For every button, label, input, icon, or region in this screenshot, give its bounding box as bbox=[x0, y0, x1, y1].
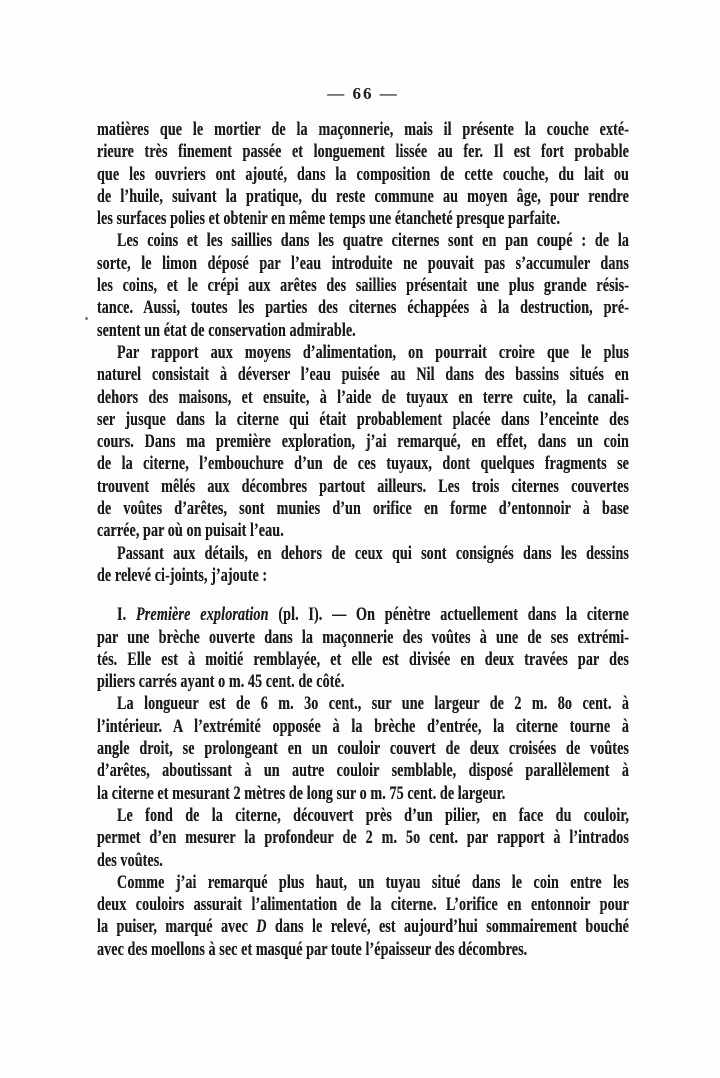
paragraph bbox=[97, 872, 629, 961]
text-line: de l’huile, suivant la pratique, du reste commune au moyen âge, pour rendre bbox=[97, 185, 629, 207]
text-line: d’arêtes, aboutissant à un autre couloir semblable, disposé parallèlement à bbox=[97, 760, 629, 782]
text-line: Par rapport aux moyens d’alimentation, on pourrait croire que le plus bbox=[117, 341, 629, 363]
text-line: matières que le mortier de la maçonnerie, mais il présente la couche exté- bbox=[97, 119, 629, 140]
text-line: Les coins et les saillies dans les quatre citernes sont en pan coupé : de la bbox=[117, 230, 629, 252]
text-line: que les ouvriers ont ajouté, dans la composition de cette couche, du lait ou bbox=[97, 163, 629, 185]
text-line: de voûtes d’arêtes, sont munies d’un orifice en forme d’entonnoir à base bbox=[97, 498, 629, 520]
text-line: des voûtes. bbox=[97, 849, 163, 871]
text-line: les coins, et le crépi aux arêtes des saillies présentait une plus grande résis- bbox=[97, 275, 629, 297]
text-line: Comme j’ai remarqué plus haut, un tuyau situé dans le coin entre les bbox=[117, 871, 629, 893]
paragraph bbox=[97, 693, 629, 804]
text-line: de relevé ci-joints, j’ajoute : bbox=[97, 564, 268, 586]
text-line: naturel consistait à déverser l’eau puisée au Nil dans des bassins situés en bbox=[97, 364, 629, 386]
text-line: Le fond de la citerne, découvert près d’un pilier, en face du couloir, bbox=[117, 804, 629, 826]
text-line: permet d’en mesurer la profondeur de 2 m. 5o cent. par rapport à l’intrados bbox=[97, 827, 629, 849]
paragraph bbox=[97, 230, 629, 341]
text-line: carrée, par où on puisait l’eau. bbox=[97, 520, 284, 542]
text-line: avec des moellons à sec et masqué par toute l’épaisseur des décombres. bbox=[97, 938, 528, 960]
text-line: trouvent mêlés aux décombres partout ailleurs. Les trois citernes couvertes bbox=[97, 475, 629, 497]
text-line: angle droit, se prolongeant en un couloir couvert de deux croisées de voûtes bbox=[97, 738, 629, 760]
text-line: cours. Dans ma première exploration, j’ai remarqué, en effet, dans un coin bbox=[97, 431, 629, 453]
text-line: la puiser, marqué avec D dans le relevé, est aujourd’hui sommairement bouché bbox=[97, 916, 629, 938]
text-line: rieure très finement passée et longuement lissée au fer. Il est fort probable bbox=[97, 141, 629, 163]
text-line: piliers carrés ayant o m. 45 cent. de côté. bbox=[97, 671, 345, 693]
text-line: sentent un état de conservation admirable. bbox=[97, 319, 356, 341]
page-text bbox=[97, 119, 629, 961]
text-line: l’intérieur. A l’extrémité opposée à la brèche d’entrée, la citerne tourne à bbox=[97, 715, 629, 737]
text-line: les surfaces polies et obtenir en même temps une étancheté presque parfaite. bbox=[97, 208, 561, 230]
paragraph bbox=[97, 604, 629, 693]
text-line: deux couloirs assurait l’alimentation de la citerne. L’orifice en entonnoir pour bbox=[97, 894, 629, 916]
text-line: tance. Aussi, toutes les parties des citernes échappées à la destruction, pré- bbox=[97, 297, 629, 319]
paragraph bbox=[97, 805, 629, 872]
text-line: La longueur est de 6 m. 3o cent., sur une largeur de 2 m. 8o cent. à bbox=[117, 693, 629, 715]
scan-speck bbox=[85, 317, 88, 320]
text-line: par une brèche ouverte dans la maçonnerie des voûtes à une de ses extrémi- bbox=[97, 626, 629, 648]
paragraph bbox=[97, 543, 629, 588]
text-line: de la citerne, l’embouchure d’un de ces tuyaux, dont quelques fragments se bbox=[97, 453, 629, 475]
paragraph bbox=[97, 119, 629, 230]
text-line: Passant aux détails, en dehors de ceux qui sont consignés dans les dessins bbox=[117, 542, 629, 564]
text-line: I. Première exploration (pl. I). — On pénètre actuellement dans la citerne bbox=[117, 604, 629, 626]
text-line: dehors des maisons, et ensuite, à l’aide de tuyaux en terre cuite, la canali- bbox=[97, 386, 629, 408]
text-line: tés. Elle est à moitié remblayée, et elle est divisée en deux travées par des bbox=[97, 648, 629, 670]
text-line: la citerne et mesurant 2 mètres de long sur o m. 75 cent. de largeur. bbox=[97, 782, 506, 804]
paragraph bbox=[97, 342, 629, 543]
text-line: ser jusque dans la citerne qui était probablement placée dans l’enceinte des bbox=[97, 408, 629, 430]
text-line: sorte, le limon déposé par l’eau introduite ne pouvait pas s’accumuler dans bbox=[97, 252, 629, 274]
page-number: — 66 — bbox=[327, 84, 399, 103]
